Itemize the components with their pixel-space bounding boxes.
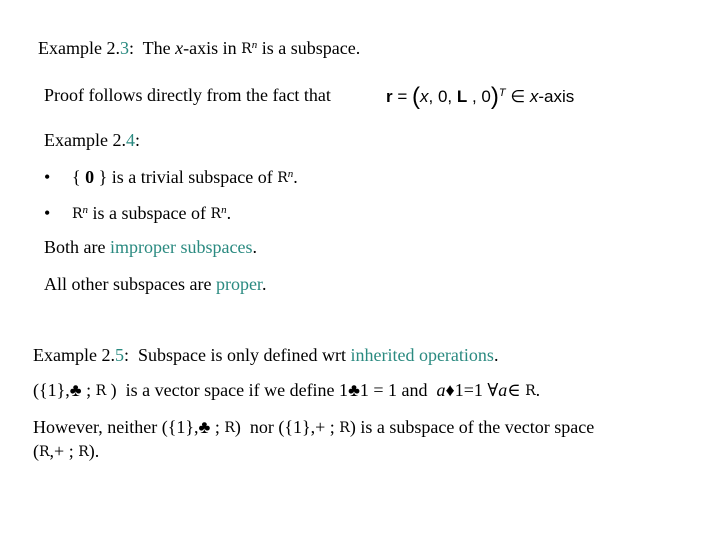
reals-symbol: R bbox=[224, 420, 235, 436]
example-number: 3 bbox=[119, 38, 129, 58]
vector-space-statement: ({1},♣ ; R ) is a vector space if we define 1♣1 = 1 and a♦1=1 ∀a∈ R. bbox=[33, 380, 541, 400]
improper-statement: Both are improper subspaces. bbox=[44, 237, 257, 257]
reals-symbol: R bbox=[72, 206, 83, 222]
example-2-3-heading: Example 2.3: The x-axis in $R^n$ is a subspace. bbox=[38, 38, 361, 58]
reals-symbol: R bbox=[339, 420, 350, 436]
bullet-icon: • bbox=[44, 203, 51, 223]
reals-symbol: R bbox=[525, 383, 536, 399]
proof-formula: r = (x, 0, L , 0)$^T$ ∈ x-axis bbox=[386, 83, 575, 110]
proof-text: Proof follows directly from the fact that bbox=[44, 85, 331, 105]
club-icon: ♣ bbox=[69, 380, 82, 400]
bullet-icon: • bbox=[44, 167, 51, 187]
bullet-item-rn: • $R^n$ is a subspace of $R^n$. bbox=[44, 203, 232, 223]
club-icon: ♣ bbox=[198, 417, 211, 437]
reals-symbol: R bbox=[95, 383, 107, 399]
example-label: Example 2. bbox=[38, 38, 120, 58]
however-statement: However, neither ({1},♣ ; R) nor ({1},+ ; R) is a subspace of the vector space bbox=[33, 417, 595, 437]
reals-symbol: R bbox=[78, 444, 89, 460]
bullet-item-trivial: • { 0 } is a trivial subspace of $R^n$. bbox=[44, 167, 298, 187]
reals-symbol: R bbox=[277, 170, 288, 186]
reals-symbol: R bbox=[241, 41, 252, 57]
example-2-5-heading: Example 2.5: Subspace is only defined wrt inherited operations. bbox=[33, 345, 499, 365]
club-icon: ♣ bbox=[348, 380, 360, 400]
however-statement-continued: (R,+ ; R). bbox=[33, 441, 100, 461]
proper-statement: All other subspaces are proper. bbox=[44, 274, 267, 294]
example-2-4-heading: Example 2.4: bbox=[44, 130, 140, 150]
forall-symbol: ∀ bbox=[487, 380, 499, 400]
reals-symbol: R bbox=[210, 206, 222, 222]
reals-symbol: R bbox=[39, 444, 50, 460]
diamond-icon: ♦ bbox=[445, 380, 455, 400]
